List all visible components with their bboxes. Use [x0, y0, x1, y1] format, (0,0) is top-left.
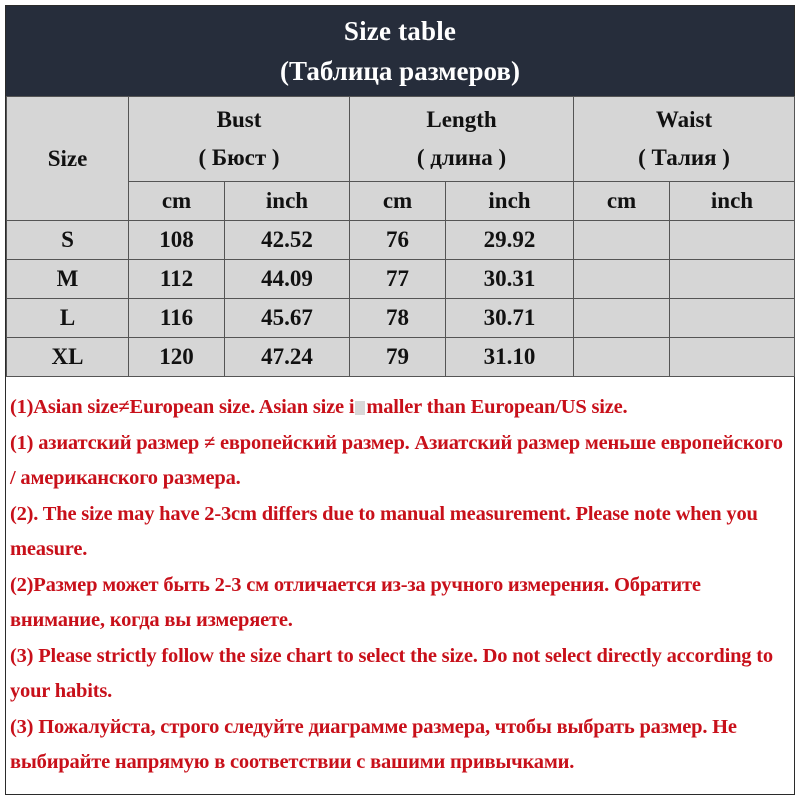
length-header-en: Length [426, 107, 497, 132]
bust-inch-cell: 44.09 [225, 260, 350, 299]
note-2-ru: (2)Размер может быть 2-3 см отличается из-за ручного измерения. Обратите внимание, когда вы измеряете. [10, 573, 701, 631]
table-row [7, 338, 795, 377]
size-notes [6, 386, 794, 794]
size-cell: S [7, 221, 129, 260]
bust-inch-cell: 42.52 [225, 221, 350, 260]
size-cell: L [7, 299, 129, 338]
note-3-ru: (3) Пожалуйста, строго следуйте диаграмме размера, чтобы выбрать размер. Не выбирайте напрямую в соответствии с вашими привычками. [10, 715, 737, 773]
bust-cm-cell: 108 [129, 221, 225, 260]
length-inch-cell: 29.92 [446, 221, 574, 260]
length-header-ru: ( длина ) [416, 145, 507, 170]
note-1-en [10, 390, 790, 426]
image-artifact [355, 401, 365, 415]
bust-cm-cell: 116 [129, 299, 225, 338]
waist-inch-cell [670, 338, 795, 377]
waist-header-ru: ( Талия ) [638, 145, 730, 170]
bust-group-header [129, 97, 350, 182]
note-2-en: (2). The size may have 2-3cm differs due to manual measurement. Please note when you measure. [10, 502, 758, 560]
length-group-header [350, 97, 574, 182]
unit-header: cm [574, 182, 670, 221]
bust-inch-cell: 47.24 [225, 338, 350, 377]
waist-inch-cell [670, 299, 795, 338]
title-english: Size table [343, 16, 457, 46]
unit-header: inch [670, 182, 795, 221]
unit-header: cm [129, 182, 225, 221]
bust-inch-cell: 45.67 [225, 299, 350, 338]
length-cm-cell: 78 [350, 299, 446, 338]
size-cell: M [7, 260, 129, 299]
unit-header: inch [225, 182, 350, 221]
unit-header: inch [446, 182, 574, 221]
table-row [7, 221, 795, 260]
waist-cm-cell [574, 299, 670, 338]
unit-header: cm [350, 182, 446, 221]
length-inch-cell: 30.71 [446, 299, 574, 338]
size-chart-sheet [5, 5, 795, 795]
length-cm-cell: 79 [350, 338, 446, 377]
title-russian: (Таблица размеров) [280, 56, 520, 86]
length-cm-cell: 77 [350, 260, 446, 299]
waist-group-header [574, 97, 795, 182]
note-1-ru: (1) азиатский размер ≠ европейский размер. Азиатский размер меньше европейского / американского размера. [10, 431, 783, 489]
note-3-en: (3) Please strictly follow the size chart to select the size. Do not select directly according to your habits. [10, 644, 773, 702]
size-column-header: Size [7, 97, 129, 221]
table-row [7, 260, 795, 299]
bust-header-en: Bust [216, 107, 262, 132]
waist-cm-cell [574, 338, 670, 377]
length-inch-cell: 30.31 [446, 260, 574, 299]
table-row [7, 299, 795, 338]
bust-header-ru: ( Бюст ) [198, 145, 280, 170]
length-inch-cell: 31.10 [446, 338, 574, 377]
bust-cm-cell: 112 [129, 260, 225, 299]
title-bar [6, 6, 794, 96]
waist-cm-cell [574, 260, 670, 299]
table-header-row [7, 97, 795, 182]
bust-cm-cell: 120 [129, 338, 225, 377]
note-1-en-part-b: maller than European/US size. [366, 396, 628, 418]
length-cm-cell: 76 [350, 221, 446, 260]
waist-inch-cell [670, 221, 795, 260]
waist-header-en: Waist [655, 107, 713, 132]
waist-inch-cell [670, 260, 795, 299]
waist-cm-cell [574, 221, 670, 260]
size-table [6, 96, 795, 377]
size-cell: XL [7, 338, 129, 377]
note-1-en-part-a: (1)Asian size≠European size. Asian size i [10, 396, 355, 418]
